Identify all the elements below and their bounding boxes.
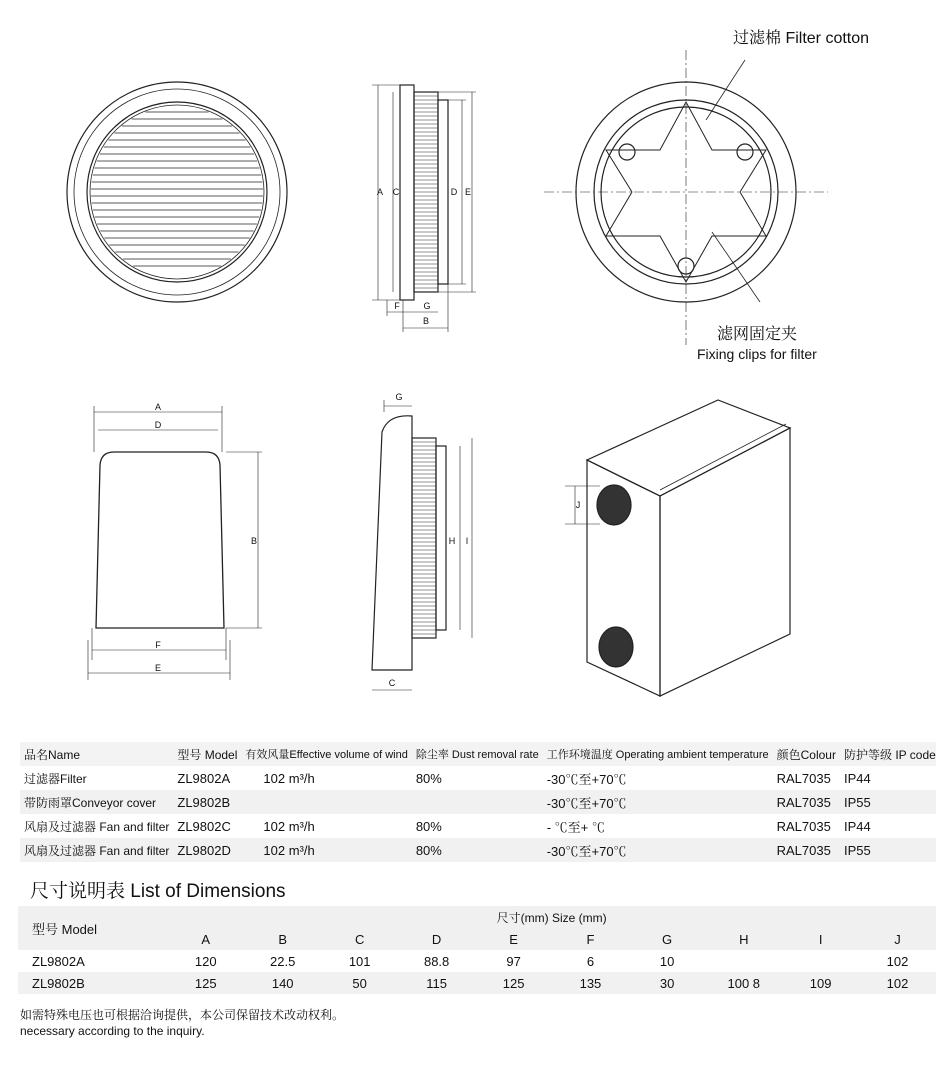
table-cell: ZL9802A	[177, 770, 231, 786]
footnote-cn: 如需特殊电压也可根据洽询提供，本公司保留技术改动权利。	[20, 1008, 345, 1022]
column-header: A	[201, 931, 211, 947]
table-cell: 88.8	[423, 953, 450, 969]
table-cell: 120	[194, 953, 217, 969]
table-row	[20, 814, 936, 838]
table-cell: 102	[859, 972, 936, 994]
header-cell: 防护等级 IP code	[840, 742, 936, 766]
spec-table	[20, 742, 936, 862]
back-view-filter	[544, 50, 828, 345]
dim-letter: C	[392, 187, 400, 197]
column-header: E	[509, 931, 518, 947]
table-cell: IP55	[840, 790, 936, 814]
table-cell: 135	[552, 972, 629, 994]
table-cell: RAL7035	[776, 770, 831, 786]
table-cell: - ℃至+ ℃	[546, 819, 605, 835]
dim-letter: I	[465, 536, 469, 546]
header-cell: 有效风量Effective volume of wind	[241, 742, 411, 766]
table-cell: -30℃至+70℃	[543, 838, 773, 862]
table-cell: 10	[659, 953, 675, 969]
table-cell: 80%	[412, 838, 543, 862]
table-row	[20, 790, 936, 814]
table-cell: IP55	[840, 838, 936, 862]
table-cell: 101	[348, 953, 371, 969]
table-cell: 102 m³/h	[263, 770, 315, 786]
dim-letter: B	[422, 316, 430, 326]
table-row	[20, 766, 936, 790]
table-cell: ZL9802B	[173, 790, 241, 814]
table-cell: 22.5	[270, 953, 296, 969]
callout-fixing-clips-en: Fixing clips for filter	[697, 346, 817, 362]
table-cell: 109	[782, 972, 859, 994]
table-row	[18, 950, 936, 972]
table-cell: ZL9802B	[18, 972, 167, 994]
dim-letter: G	[423, 301, 431, 311]
dim-letter: C	[388, 678, 396, 688]
dim-letter: D	[450, 187, 458, 197]
cover-front-view	[88, 406, 262, 680]
table-row	[20, 838, 936, 862]
table-cell: IP44	[843, 818, 871, 834]
table-cell	[241, 790, 411, 814]
table-cell: 100 8	[705, 972, 782, 994]
cabinet-box-3d	[565, 400, 790, 696]
column-header: H	[739, 931, 749, 947]
dim-letter: H	[448, 536, 456, 546]
side-view-filter	[372, 85, 476, 332]
column-header: I	[818, 931, 823, 947]
table-cell: 过滤器Filter	[24, 771, 87, 786]
table-cell: ZL9802A	[32, 953, 85, 969]
table-cell: 140	[244, 972, 321, 994]
table-cell: IP44	[843, 770, 871, 786]
size-header: 尺寸(mm) Size (mm)	[496, 910, 607, 925]
column-header: F	[586, 931, 595, 947]
header-cell: 除尘率 Dust removal rate	[412, 742, 543, 766]
table-cell: 30	[629, 972, 705, 994]
column-header: J	[894, 931, 901, 947]
header-cell: 品名Name	[20, 742, 173, 766]
table-cell	[412, 790, 543, 814]
dim-letter: A	[376, 187, 384, 197]
table-cell: 风扇及过滤器 Fan and filter	[24, 819, 170, 834]
table-cell: -30℃至+70℃	[546, 771, 627, 787]
header-cell: 颜色Colour	[773, 742, 840, 766]
table-cell: 102 m³/h	[241, 838, 411, 862]
dim-letter: E	[154, 663, 162, 673]
table-cell: 6	[586, 953, 595, 969]
column-header: G	[662, 931, 673, 947]
header-cell: 工作环境温度 Operating ambient temperature	[543, 742, 773, 766]
dim-letter: G	[395, 392, 403, 402]
footnote-en: necessary according to the inquiry.	[20, 1024, 205, 1038]
table-cell	[782, 950, 859, 972]
table-cell: ZL9802C	[177, 818, 231, 834]
table-cell: 102 m³/h	[263, 818, 315, 834]
table-cell: 97	[506, 953, 521, 969]
dim-letter: A	[154, 402, 162, 412]
table-cell: RAL7035	[773, 790, 840, 814]
table-cell: 风扇及过滤器 Fan and filter	[20, 838, 173, 862]
table-cell: 80%	[415, 770, 442, 786]
column-header: B	[278, 931, 288, 947]
dim-letter: F	[155, 640, 161, 650]
table-cell: 125	[167, 972, 244, 994]
table-cell: RAL7035	[773, 838, 840, 862]
model-header: 型号 Model	[32, 921, 98, 937]
table-cell: 50	[321, 972, 398, 994]
column-header: D	[431, 931, 442, 947]
dim-letter: B	[250, 536, 258, 546]
callout-fixing-clips-cn: 滤网固定夹	[717, 326, 798, 343]
header-cell: 型号 Model	[173, 742, 241, 766]
table-cell: 125	[475, 972, 552, 994]
table-cell: ZL9802D	[173, 838, 241, 862]
dim-letter: F	[394, 301, 400, 311]
cover-side-view	[372, 400, 472, 690]
callout-filter-cotton: 过滤棉 Filter cotton	[733, 30, 870, 47]
dim-letter: E	[464, 187, 472, 197]
dimensions-table	[18, 906, 936, 994]
dim-letter: D	[154, 420, 162, 430]
front-view-louver	[67, 82, 287, 302]
table-cell: 带防雨罩Conveyor cover	[20, 790, 173, 814]
table-cell	[705, 950, 782, 972]
table-cell: 115	[398, 972, 475, 994]
spec-header-row	[20, 742, 936, 766]
dimensions-title: 尺寸说明表 List of Dimensions	[30, 881, 286, 902]
table-cell: 102	[886, 953, 909, 969]
table-cell: -30℃至+70℃	[543, 790, 773, 814]
table-cell: RAL7035	[776, 818, 831, 834]
table-row	[18, 972, 936, 994]
dim-letter: J	[575, 500, 581, 510]
table-cell: 80%	[415, 818, 442, 834]
column-header: C	[354, 931, 365, 947]
